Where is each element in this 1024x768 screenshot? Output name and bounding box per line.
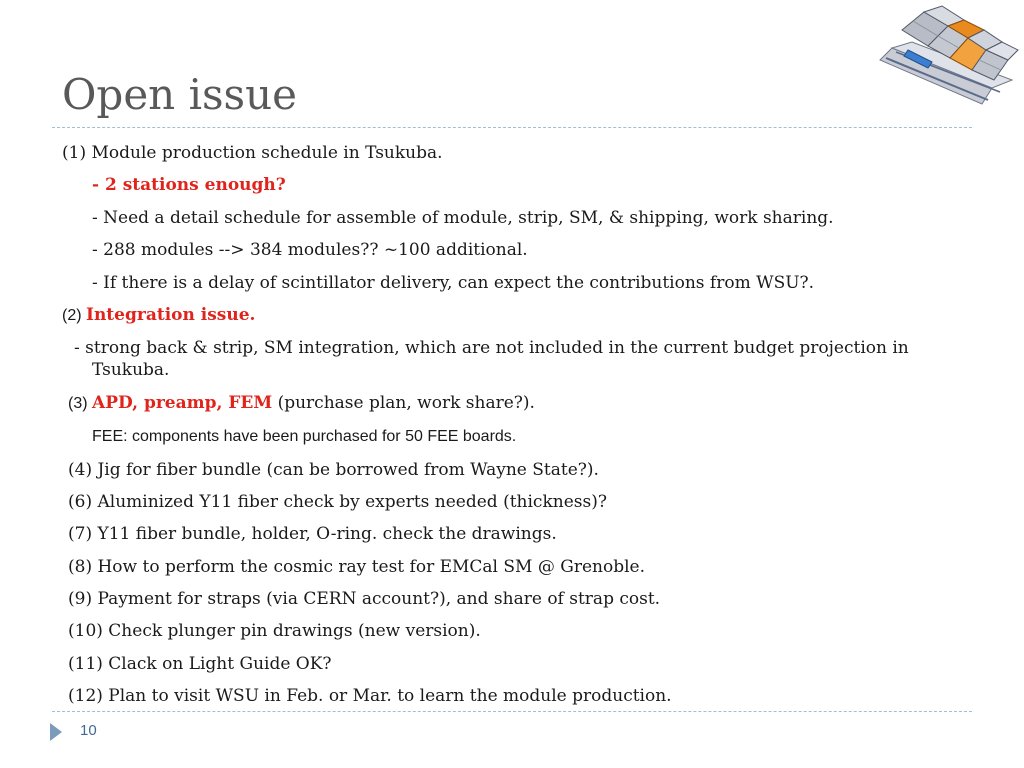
list-item: (2) Integration issue.: [62, 304, 256, 325]
list-item: (4) Jig for fiber bundle (can be borrowed from Wayne State?).: [68, 459, 599, 480]
triangle-bullet-icon: [50, 723, 62, 741]
list-item: - strong back & strip, SM integration, which are not included in the current budget projection in Tsukuba.: [74, 338, 909, 381]
list-item: (10) Check plunger pin drawings (new version).: [68, 621, 481, 642]
list-item: - Need a detail schedule for assemble of module, strip, SM, & shipping, work sharing.: [92, 207, 834, 228]
list-item: (9) Payment for straps (via CERN account?), and share of strap cost.: [68, 589, 661, 610]
issue-list: [62, 142, 962, 718]
slide-title: Open issue: [62, 70, 298, 119]
list-item: (11) Clack on Light Guide OK?: [68, 653, 332, 674]
detector-illustration: [872, 0, 1022, 112]
list-item: (8) How to perform the cosmic ray test for EMCal SM @ Grenoble.: [68, 556, 645, 577]
list-item: (1) Module production schedule in Tsukuba.: [62, 143, 443, 163]
list-item: - 288 modules --> 384 modules?? ~100 additional.: [92, 240, 528, 261]
list-item: (12) Plan to visit WSU in Feb. or Mar. to learn the module production.: [68, 686, 672, 707]
list-item: (3) APD, preamp, FEM (purchase plan, work share?).: [68, 392, 535, 413]
list-item: (7) Y11 fiber bundle, holder, O-ring. check the drawings.: [68, 524, 557, 545]
list-item: - 2 stations enough?: [92, 175, 286, 196]
page-number: 10: [80, 722, 97, 739]
footer-divider: [52, 711, 972, 712]
title-divider: [52, 127, 972, 128]
list-item: (6) Aluminized Y11 fiber check by experts needed (thickness)?: [68, 491, 607, 512]
list-item: - If there is a delay of scintillator delivery, can expect the contributions from WSU?.: [92, 272, 815, 293]
list-item: FEE: components have been purchased for 50 FEE boards.: [92, 428, 517, 446]
